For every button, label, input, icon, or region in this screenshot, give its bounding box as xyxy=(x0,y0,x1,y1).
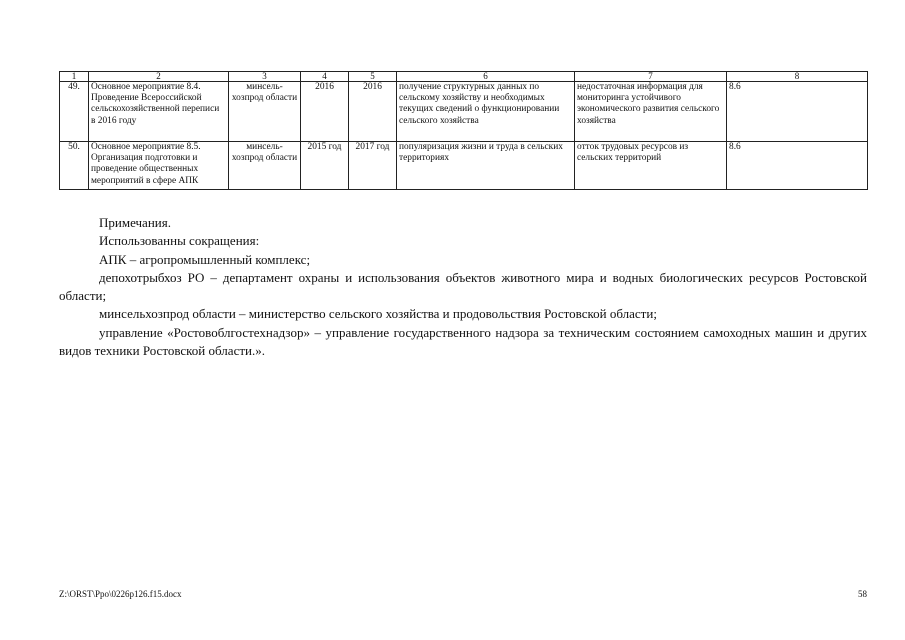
row-number: 50. xyxy=(60,142,89,190)
column-header: 6 xyxy=(397,72,575,82)
abbreviation-item: минсельхозпрод области – министерство сельского хозяйства и продовольствия Ростовской области; xyxy=(99,306,657,322)
non-implementation-consequence: отток трудовых ресурсов из сельских территорий xyxy=(575,142,727,190)
column-header: 4 xyxy=(301,72,349,82)
row-number: 49. xyxy=(60,82,89,142)
abbreviation-item: управление «Ростовоблгостехнадзор» – управление государственного надзора за техническим состоянием самоходных машин и других видов техники Ростовской области.». xyxy=(59,324,867,359)
measure-name: Основное мероприятие 8.4. Проведение Всероссийской сельскохозяйственной переписи в 2016 году xyxy=(89,82,229,142)
column-header: 1 xyxy=(60,72,89,82)
column-header: 3 xyxy=(229,72,301,82)
measure-name: Основное мероприятие 8.5. Организация подготовки и проведение общественных мероприятий в сфере АПК xyxy=(89,142,229,190)
column-header: 7 xyxy=(575,72,727,82)
executor: минсель-хозпрод области xyxy=(229,142,301,190)
measures-table xyxy=(59,71,868,190)
table-row xyxy=(60,82,868,142)
executor: минсель-хозпрод области xyxy=(229,82,301,142)
non-implementation-consequence: недостаточная информация для мониторинга устойчивого экономического развития сельского хозяйства xyxy=(575,82,727,142)
column-header: 2 xyxy=(89,72,229,82)
table-row xyxy=(60,142,868,190)
expected-result: получение структурных данных по сельскому хозяйству и необходимых текущих сведений о функционировании сельского хозяйства xyxy=(397,82,575,142)
start-date: 2015 год xyxy=(301,142,349,190)
indicator-link: 8.6 xyxy=(727,82,868,142)
expected-result: популяризация жизни и труда в сельских территориях xyxy=(397,142,575,190)
notes-title: Примечания. xyxy=(99,215,171,230)
footer-file-path: Z:\ORST\Ppo\0226p126.f15.docx xyxy=(59,589,182,599)
indicator-link: 8.6 xyxy=(727,142,868,190)
abbreviation-item: депохотрыбхоз РО – департамент охраны и использования объектов животного мира и водных биологических ресурсов Ростовской области; xyxy=(59,269,867,304)
end-date: 2017 год xyxy=(349,142,397,190)
page-number: 58 xyxy=(858,589,867,599)
end-date: 2016 xyxy=(349,82,397,142)
column-header: 8 xyxy=(727,72,868,82)
abbreviation-item: АПК – агропромышленный комплекс; xyxy=(99,251,311,267)
abbreviations-title: Использованны сокращения: xyxy=(99,233,260,249)
table-header-row xyxy=(60,72,868,82)
notes-section xyxy=(59,214,867,360)
column-header: 5 xyxy=(349,72,397,82)
start-date: 2016 xyxy=(301,82,349,142)
